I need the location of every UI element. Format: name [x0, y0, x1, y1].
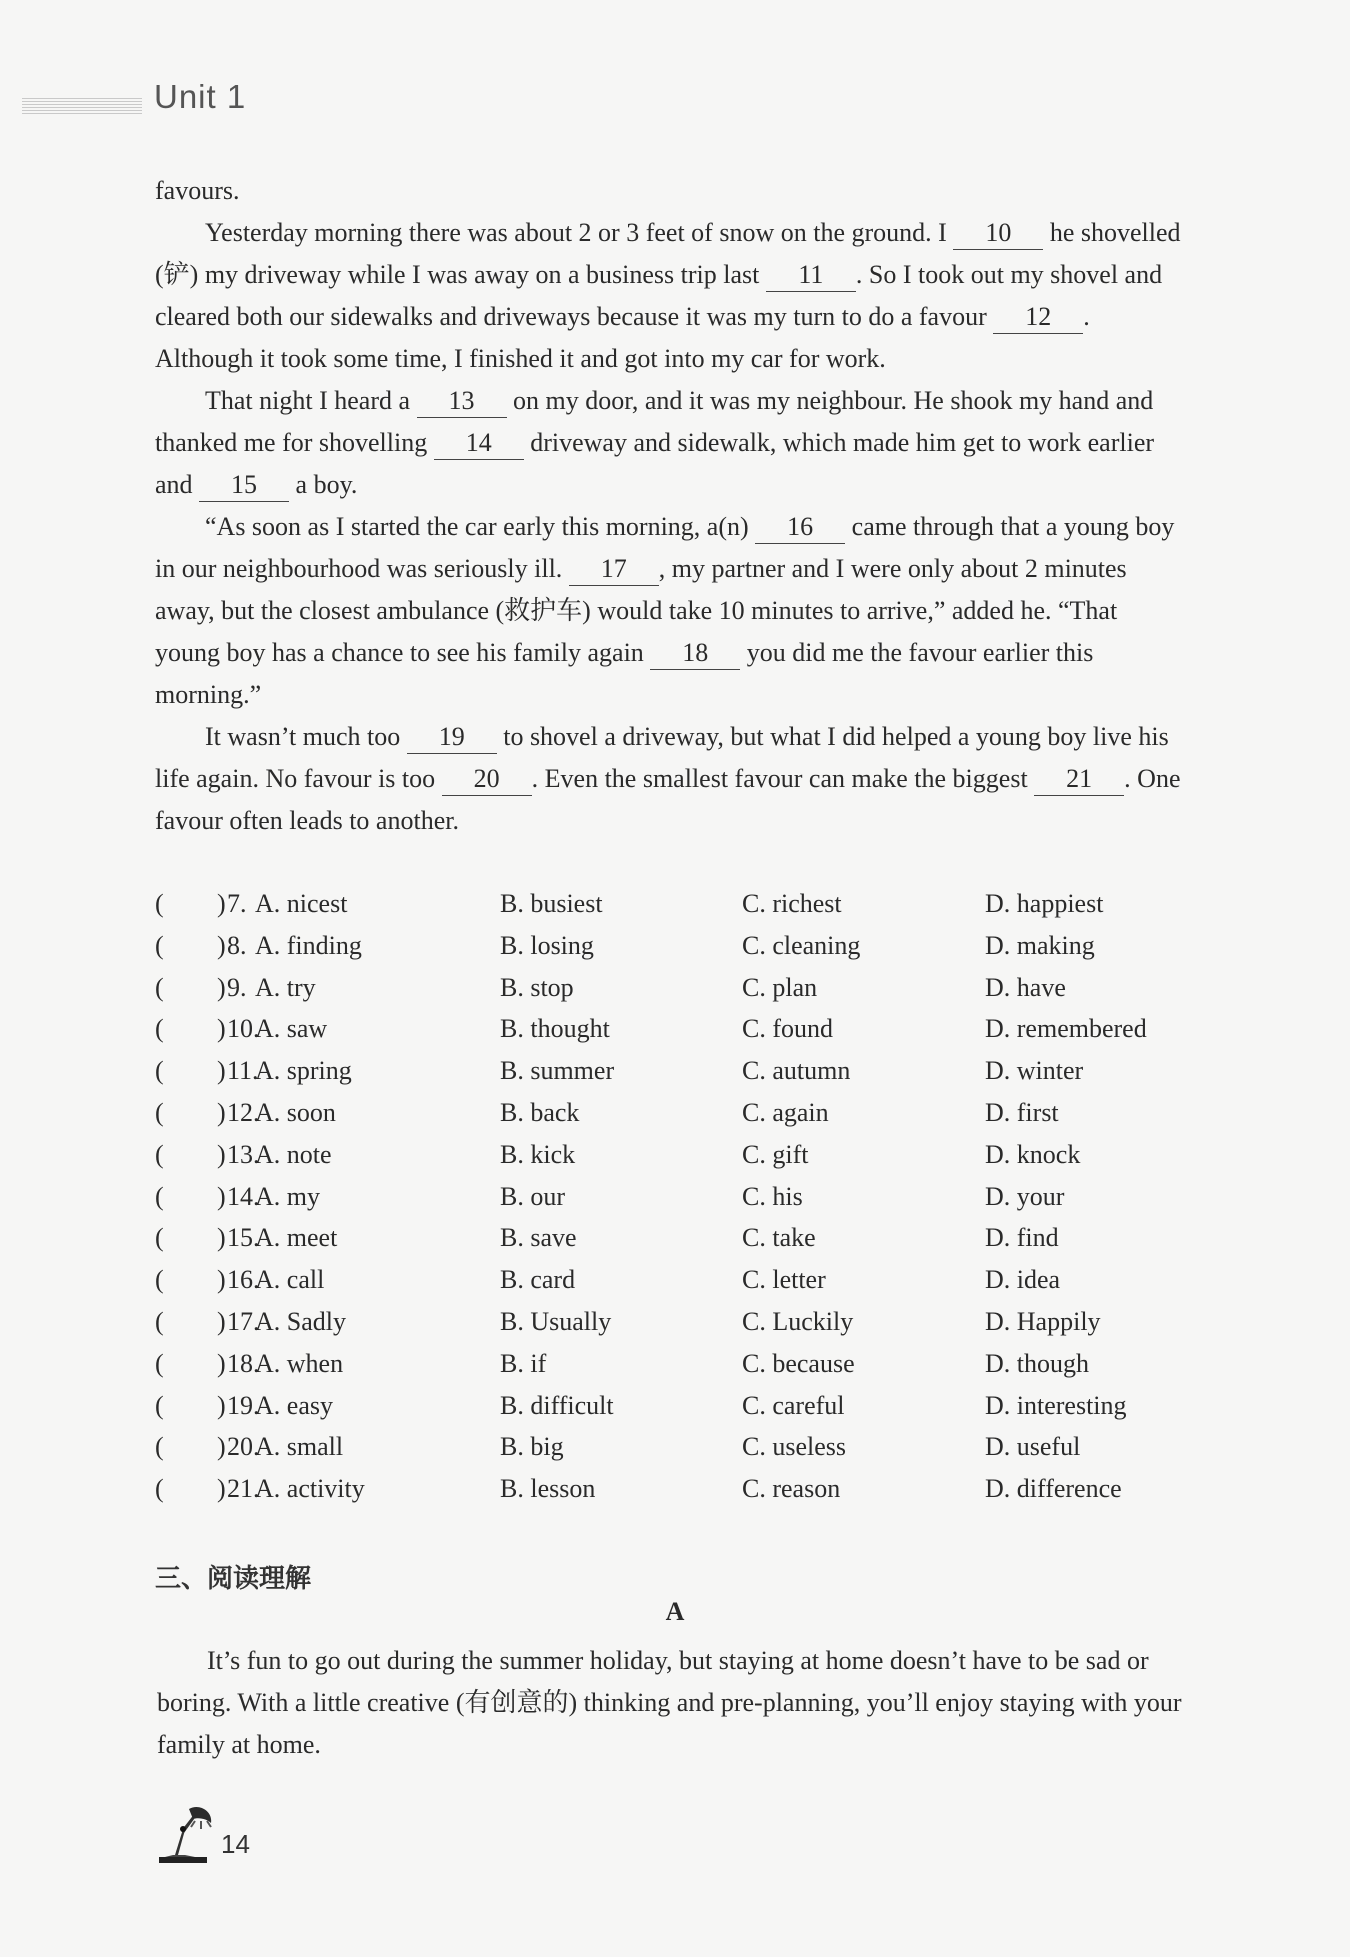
option-d: D. remembered	[985, 1014, 1147, 1044]
option-b: B. kick	[500, 1139, 576, 1169]
section-title: 三、阅读理解	[155, 1564, 312, 1594]
cloze-passage	[155, 170, 1185, 842]
answer-paren-close: )	[217, 1390, 226, 1420]
answer-paren-close: )	[217, 889, 226, 918]
option-d: D. your	[985, 1181, 1065, 1211]
option-d: D. knock	[985, 1139, 1081, 1169]
option-a: A. finding	[255, 930, 362, 960]
answer-paren-open[interactable]: (	[155, 1390, 164, 1420]
question-number: 19.	[227, 1390, 260, 1420]
option-row	[155, 967, 1195, 1009]
option-row	[155, 1050, 1195, 1092]
answer-paren-close: )	[217, 1265, 226, 1295]
answer-blank-15[interactable]: 15	[199, 469, 289, 502]
passage-paragraph-3	[155, 506, 1185, 716]
answer-blank-14[interactable]: 14	[434, 427, 524, 460]
option-d: D. Happily	[985, 1306, 1101, 1336]
answer-paren-open[interactable]: (	[155, 1139, 164, 1169]
answer-paren-open[interactable]: (	[155, 1306, 164, 1336]
question-number: 16.	[227, 1265, 260, 1295]
answer-paren-open[interactable]: (	[155, 972, 164, 1002]
option-b: B. our	[500, 1181, 565, 1211]
option-b: B. back	[500, 1097, 580, 1127]
option-a: A. soon	[255, 1097, 336, 1127]
passage-text: a boy.	[295, 470, 358, 499]
option-b: B. thought	[500, 1014, 610, 1044]
option-a: A. spring	[255, 1056, 352, 1086]
question-number: 9.	[227, 972, 247, 1002]
passage-paragraph-0: favours.	[155, 176, 240, 205]
option-row	[155, 1426, 1195, 1468]
option-row	[155, 1176, 1195, 1218]
answer-paren-close: )	[217, 1306, 226, 1336]
option-row	[155, 1301, 1195, 1343]
option-c: C. reason	[742, 1474, 841, 1504]
option-a: A. activity	[255, 1474, 365, 1504]
option-row	[155, 883, 1195, 925]
reading-heading: A	[665, 1597, 685, 1626]
option-d: D. though	[985, 1348, 1089, 1378]
option-c: C. richest	[742, 889, 842, 918]
answer-blank-16[interactable]: 16	[755, 511, 845, 544]
answer-paren-open[interactable]: (	[155, 889, 164, 918]
option-row	[155, 925, 1195, 967]
answer-paren-open[interactable]: (	[155, 1056, 164, 1086]
answer-paren-close: )	[217, 930, 226, 960]
option-d: D. first	[985, 1097, 1059, 1127]
option-a: A. nicest	[255, 889, 348, 918]
answer-paren-open[interactable]: (	[155, 1474, 164, 1504]
option-c: C. because	[742, 1348, 855, 1378]
question-number: 20.	[227, 1432, 260, 1462]
passage-text: That night I heard a	[205, 386, 411, 415]
option-row	[155, 1008, 1195, 1050]
answer-paren-open[interactable]: (	[155, 1014, 164, 1044]
option-d: D. making	[985, 930, 1095, 960]
question-number: 17.	[227, 1306, 260, 1336]
passage-paragraph-1	[155, 212, 1185, 380]
passage-text: came through that a young boy in our neighbourhood was seriously ill.	[155, 512, 1175, 583]
answer-blank-11[interactable]: 11	[766, 259, 856, 292]
option-d: D. find	[985, 1223, 1059, 1253]
option-d: D. have	[985, 972, 1066, 1002]
option-c: C. found	[742, 1014, 833, 1044]
passage-text: on my door, and it was my neighbour. He shook my hand and thanked me for shovelling	[155, 386, 1154, 457]
passage-text: “As soon as I started the car early this morning, a(n)	[205, 512, 749, 541]
answer-paren-close: )	[217, 1139, 226, 1169]
answer-paren-open[interactable]: (	[155, 1223, 164, 1253]
answer-paren-close: )	[217, 1097, 226, 1127]
option-a: A. try	[255, 972, 316, 1002]
option-d: D. happiest	[985, 889, 1104, 918]
passage-text: . One favour often leads to another.	[155, 764, 1181, 835]
option-b: B. summer	[500, 1056, 615, 1086]
answer-paren-close: )	[217, 1181, 226, 1211]
option-row	[155, 1134, 1195, 1176]
answer-paren-open[interactable]: (	[155, 1181, 164, 1211]
question-number: 12.	[227, 1097, 260, 1127]
passage-paragraph-2	[155, 380, 1185, 506]
option-a: A. Sadly	[255, 1306, 346, 1336]
answer-blank-12[interactable]: 12	[993, 301, 1083, 334]
option-c: C. his	[742, 1181, 803, 1211]
answer-paren-open[interactable]: (	[155, 1265, 164, 1295]
option-c: C. plan	[742, 972, 818, 1002]
answer-paren-open[interactable]: (	[155, 930, 164, 960]
option-b: B. if	[500, 1348, 547, 1378]
option-c: C. Luckily	[742, 1306, 854, 1336]
option-c: C. letter	[742, 1265, 826, 1295]
option-c: C. careful	[742, 1390, 845, 1420]
option-d: D. interesting	[985, 1390, 1127, 1420]
option-b: B. Usually	[500, 1306, 612, 1336]
option-c: C. gift	[742, 1139, 809, 1169]
options-list	[155, 883, 1195, 1510]
answer-paren-open[interactable]: (	[155, 1348, 164, 1378]
option-row	[155, 1343, 1195, 1385]
passage-text: you did me the favour earlier this morning.”	[155, 638, 1094, 709]
question-number: 13.	[227, 1139, 260, 1169]
option-c: C. take	[742, 1223, 816, 1253]
option-a: A. when	[255, 1348, 344, 1378]
option-b: B. save	[500, 1223, 577, 1253]
option-c: C. useless	[742, 1432, 846, 1462]
question-number: 21.	[227, 1474, 260, 1504]
page-number: 14	[221, 1829, 250, 1859]
answer-blank-13[interactable]: 13	[417, 385, 507, 418]
answer-blank-17[interactable]: 17	[569, 553, 659, 586]
option-row	[155, 1468, 1195, 1510]
passage-text: Yesterday morning there was about 2 or 3 feet of snow on the ground. I	[205, 218, 947, 247]
passage-text: driveway and sidewalk, which made him get to work earlier and	[155, 428, 1155, 499]
option-a: A. small	[255, 1432, 344, 1462]
option-a: A. saw	[255, 1014, 328, 1044]
question-number: 7.	[227, 889, 247, 918]
passage-paragraph-4	[155, 716, 1185, 842]
passage-text: . Even the smallest favour can make the biggest	[531, 764, 1028, 793]
option-c: C. cleaning	[742, 930, 861, 960]
option-a: A. easy	[255, 1390, 333, 1420]
page-footer	[155, 1805, 275, 1875]
reading-paragraph: It’s fun to go out during the summer holiday, but staying at home doesn’t have to be sad or boring. With a little creative (有创意的) thinking and pre-planning, you’ll enjoy staying with your family at home.	[157, 1646, 1182, 1759]
option-b: B. losing	[500, 930, 594, 960]
unit-title: Unit 1	[154, 78, 247, 115]
option-d: D. idea	[985, 1265, 1061, 1295]
passage-text: to shovel a driveway, but what I did helped a young boy live his life again. No favour is too	[155, 722, 1169, 793]
option-row	[155, 1217, 1195, 1259]
option-row	[155, 1259, 1195, 1301]
answer-paren-open[interactable]: (	[155, 1097, 164, 1127]
passage-text: . Although it took some time, I finished it and got into my car for work.	[155, 302, 1090, 373]
answer-paren-close: )	[217, 972, 226, 1002]
option-d: D. winter	[985, 1056, 1084, 1086]
reading-passage	[157, 1640, 1187, 1766]
option-d: D. useful	[985, 1432, 1081, 1462]
answer-paren-close: )	[217, 1014, 226, 1044]
option-c: C. again	[742, 1097, 829, 1127]
option-row	[155, 1385, 1195, 1427]
answer-blank-21[interactable]: 21	[1034, 763, 1124, 796]
option-b: B. difficult	[500, 1390, 614, 1420]
option-a: A. meet	[255, 1223, 338, 1253]
answer-paren-close: )	[217, 1348, 226, 1378]
answer-blank-19[interactable]: 19	[407, 721, 497, 754]
question-number: 10.	[227, 1014, 260, 1044]
option-a: A. note	[255, 1139, 332, 1169]
option-b: B. busiest	[500, 889, 603, 918]
option-row	[155, 1092, 1195, 1134]
question-number: 15.	[227, 1223, 260, 1253]
passage-text: . So I took out my shovel and cleared both our sidewalks and driveways because it was my turn to do a favour	[155, 260, 1163, 331]
answer-paren-close: )	[217, 1056, 226, 1086]
question-number: 18.	[227, 1348, 260, 1378]
passage-text: It wasn’t much too	[205, 722, 401, 751]
option-b: B. stop	[500, 972, 574, 1002]
option-b: B. big	[500, 1432, 564, 1462]
option-b: B. lesson	[500, 1474, 596, 1504]
answer-blank-20[interactable]: 20	[442, 763, 532, 796]
option-d: D. difference	[985, 1474, 1122, 1504]
answer-paren-open[interactable]: (	[155, 1432, 164, 1462]
answer-blank-10[interactable]: 10	[953, 217, 1043, 250]
desk-lamp-icon	[155, 1805, 217, 1867]
option-a: A. my	[255, 1181, 320, 1211]
option-c: C. autumn	[742, 1056, 851, 1086]
option-b: B. card	[500, 1265, 576, 1295]
header-decoration-lines	[22, 98, 142, 116]
answer-paren-close: )	[217, 1223, 226, 1253]
option-a: A. call	[255, 1265, 325, 1295]
question-number: 11.	[227, 1056, 259, 1086]
answer-paren-close: )	[217, 1432, 226, 1462]
question-number: 8.	[227, 930, 247, 960]
passage-text: , my partner and I were only about 2 minutes away, but the closest ambulance (救护车) would take 10 minutes to arrive,” added he. “That young boy has a chance to see his family again	[155, 554, 1127, 667]
question-number: 14.	[227, 1181, 260, 1211]
passage-text: he shovelled (铲) my driveway while I was away on a business trip last	[155, 218, 1181, 289]
answer-blank-18[interactable]: 18	[650, 637, 740, 670]
answer-paren-close: )	[217, 1474, 226, 1504]
